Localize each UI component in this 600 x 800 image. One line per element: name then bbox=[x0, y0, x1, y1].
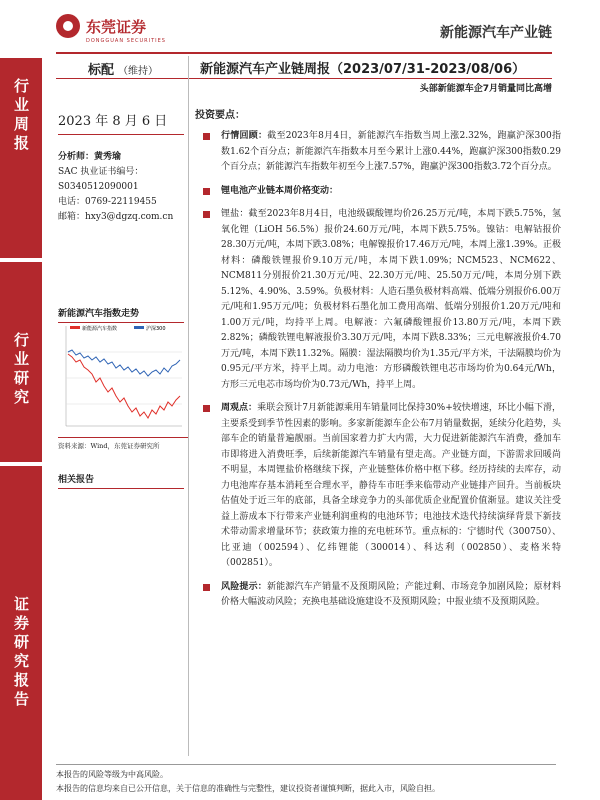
market-review-bullet bbox=[195, 129, 561, 176]
footer-divider bbox=[56, 764, 556, 765]
analyst-phone: 电话：0769-22119455 bbox=[58, 197, 157, 207]
analyst-name: 黄秀瑜 bbox=[94, 152, 122, 162]
report-title: 新能源汽车产业链周报（2023/07/31-2023/08/06） bbox=[200, 62, 526, 77]
chart-title: 新能源汽车指数走势 bbox=[58, 306, 184, 323]
logo-text: 东莞证券 bbox=[86, 17, 147, 36]
logo-icon bbox=[56, 14, 80, 38]
analyst-name-row bbox=[58, 150, 198, 165]
sidebar bbox=[0, 0, 42, 800]
company-logo bbox=[56, 14, 146, 38]
price-change-head: 锂电池产业链本周价格变动： bbox=[221, 185, 339, 196]
chart-source: 资料来源：Wind，东莞证券研究所 bbox=[58, 437, 188, 450]
sidebar-label-research: 行业研究 bbox=[12, 332, 30, 408]
weekly-view-bullet bbox=[195, 401, 561, 572]
weekly-view-text: 乘联会预计7月新能源乘用车销量同比保持30%+较快增速，环比小幅下滑，主要系受到季节性因素的影响。多家新能源车企公布7月销量数据，延续分化趋势，头部车企的销量普遍靓丽。当前国家着力扩大内需，大力促进新能源汽车消费，叠加车市即将进入消费旺季，后续新能源汽车销量有望走高。产业链方面，下游需求回暖尚不明显，本周锂盐价格继续下探，产业链整体价格中枢下移。经历持续的去库存，动力电池库存基本消耗至合理水平，静待车市旺季来临带动产业链排产回升。当前板块估值处于近三年的底部，具备全球竞争力的头部优质企业配置价值渐显。建议关注受益上游成本下行带来产业链利润重构的电池环节；电池技术迭代持续演绎背景下新技术带动需求增量环节；获政策力推的充电桩环节。重点标的：宁德时代（300750）、比亚迪（002594）、亿纬锂能（300014）、科达利（002850）、麦格米特（002851）。 bbox=[221, 403, 561, 568]
hs300-line bbox=[68, 350, 180, 376]
analyst-name-label: 分析师： bbox=[58, 152, 95, 162]
price-change-bullet bbox=[195, 184, 561, 200]
risk-bullet bbox=[195, 580, 561, 611]
sidebar-label-report: 证券研究报告 bbox=[12, 596, 30, 710]
analyst-cert: S0340512090001 bbox=[58, 182, 139, 192]
market-review-text: 截至2023年8月4日，新能源汽车指数当周上涨2.32%，跑赢沪深300指数1.62个百分点；新能源汽车指数本月至今累计上涨0.44%，跑赢沪深300指数0.29个百分点；新能源汽车指数年初至今上涨7.57%，跑赢沪深300指数3.72个百分点。 bbox=[221, 131, 561, 172]
legend-swatch-hs300 bbox=[134, 326, 144, 329]
report-date: 2023 年 8 月 6 日 bbox=[58, 114, 168, 129]
sidebar-label-weekly: 行业周报 bbox=[12, 78, 30, 154]
report-subtitle: 头部新能源车企7月销量同比高增 bbox=[419, 84, 552, 94]
weekly-view-head: 周观点： bbox=[221, 403, 258, 413]
industry-label: 新能源汽车产业链 bbox=[440, 25, 552, 41]
rating bbox=[88, 59, 158, 78]
risk-text: 新能源汽车产销量不及预期风险；产能过剩、市场竞争加剧风险；原材料价格大幅波动风险；充换电基础设施建设不及预期风险；中报业绩不及预期风险。 bbox=[221, 581, 561, 607]
price-detail-text: 锂盐：截至2023年8月4日，电池级碳酸锂均价26.25万元/吨，本周下跌5.75%，氢氧化锂（LiOH 56.5%）报价24.60万元/吨，本周下跌5.75%。镍钴：电解钴报价28.30万元/吨，本周下跌3.08%；电解镍报价17.46万元/吨，本周上涨1.39%。正极材料：磷酸铁锂报价9.10万元/吨，本周下跌1.09%；NCM523、NCM622、NCM811分别报价21.30万元/吨、22.30万元/吨、25.50万元/吨，本周分别下跌5.12%、4.90%、3.59%。负极材料：人造石墨负极材料高端、低端分别报价6.00万元/吨和1.95万元/吨；负极材料石墨化加工费用高端、低端分别报价1.20万元/吨和1.00万元/吨，均持平上周。电解液：六氟磷酸锂报价13.80万元/吨，本周下跌2.82%；磷酸铁锂电解液报价3.30万元/吨，本周下跌8.33%；三元电解液报价4.70万元/吨，本周下跌11.32%。隔膜：湿法隔膜均价为1.35元/平方米，干法隔膜均价为0.95元/平方米，持平上周。动力电池：方形磷酸铁锂电芯市场均价为0.64元/Wh，方形三元电芯市场均价为0.73元/Wh，持平上周。 bbox=[221, 209, 561, 390]
footer-risk-level: 本报告的风险等级为中高风险。 bbox=[56, 770, 168, 779]
legend-label-hs300: 沪深300 bbox=[146, 326, 166, 332]
footer-disclaimer: 本报告的信息均来自已公开信息，关于信息的准确性与完整性，建议投资者谨慎判断，据此入市，风险自担。 bbox=[56, 784, 440, 793]
analyst-email[interactable]: 邮箱：hxy3@dgzq.com.cn bbox=[58, 212, 174, 222]
market-review-head: 行情回顾： bbox=[221, 131, 268, 141]
investment-highlights-heading: 投资要点： bbox=[195, 110, 245, 121]
rating-sub: （维持） bbox=[118, 66, 159, 77]
sidebar-block-weekly bbox=[0, 58, 42, 258]
sidebar-block-report bbox=[0, 466, 42, 800]
risk-head: 风险提示： bbox=[221, 581, 267, 592]
page-footer bbox=[56, 768, 556, 796]
main-content bbox=[195, 106, 561, 619]
analyst-cert-label: SAC 执业证书编号： bbox=[58, 167, 144, 177]
index-chart bbox=[58, 322, 184, 434]
ev-index-line bbox=[68, 354, 180, 418]
price-detail-paragraph bbox=[195, 207, 561, 393]
date-divider bbox=[58, 134, 184, 135]
rating-label: 标配 bbox=[88, 63, 115, 78]
index-chart-svg bbox=[58, 322, 184, 434]
related-reports-heading: 相关报告 bbox=[58, 472, 184, 489]
header-divider bbox=[56, 52, 552, 54]
logo-subtext: DONGGUAN SECURITIES bbox=[86, 38, 166, 44]
analyst-info bbox=[58, 150, 198, 225]
page-header bbox=[56, 14, 552, 50]
title-divider bbox=[56, 78, 552, 79]
legend-swatch-index bbox=[70, 326, 80, 329]
sidebar-block-research bbox=[0, 262, 42, 462]
legend-label-index: 新能源汽车指数 bbox=[82, 326, 118, 332]
